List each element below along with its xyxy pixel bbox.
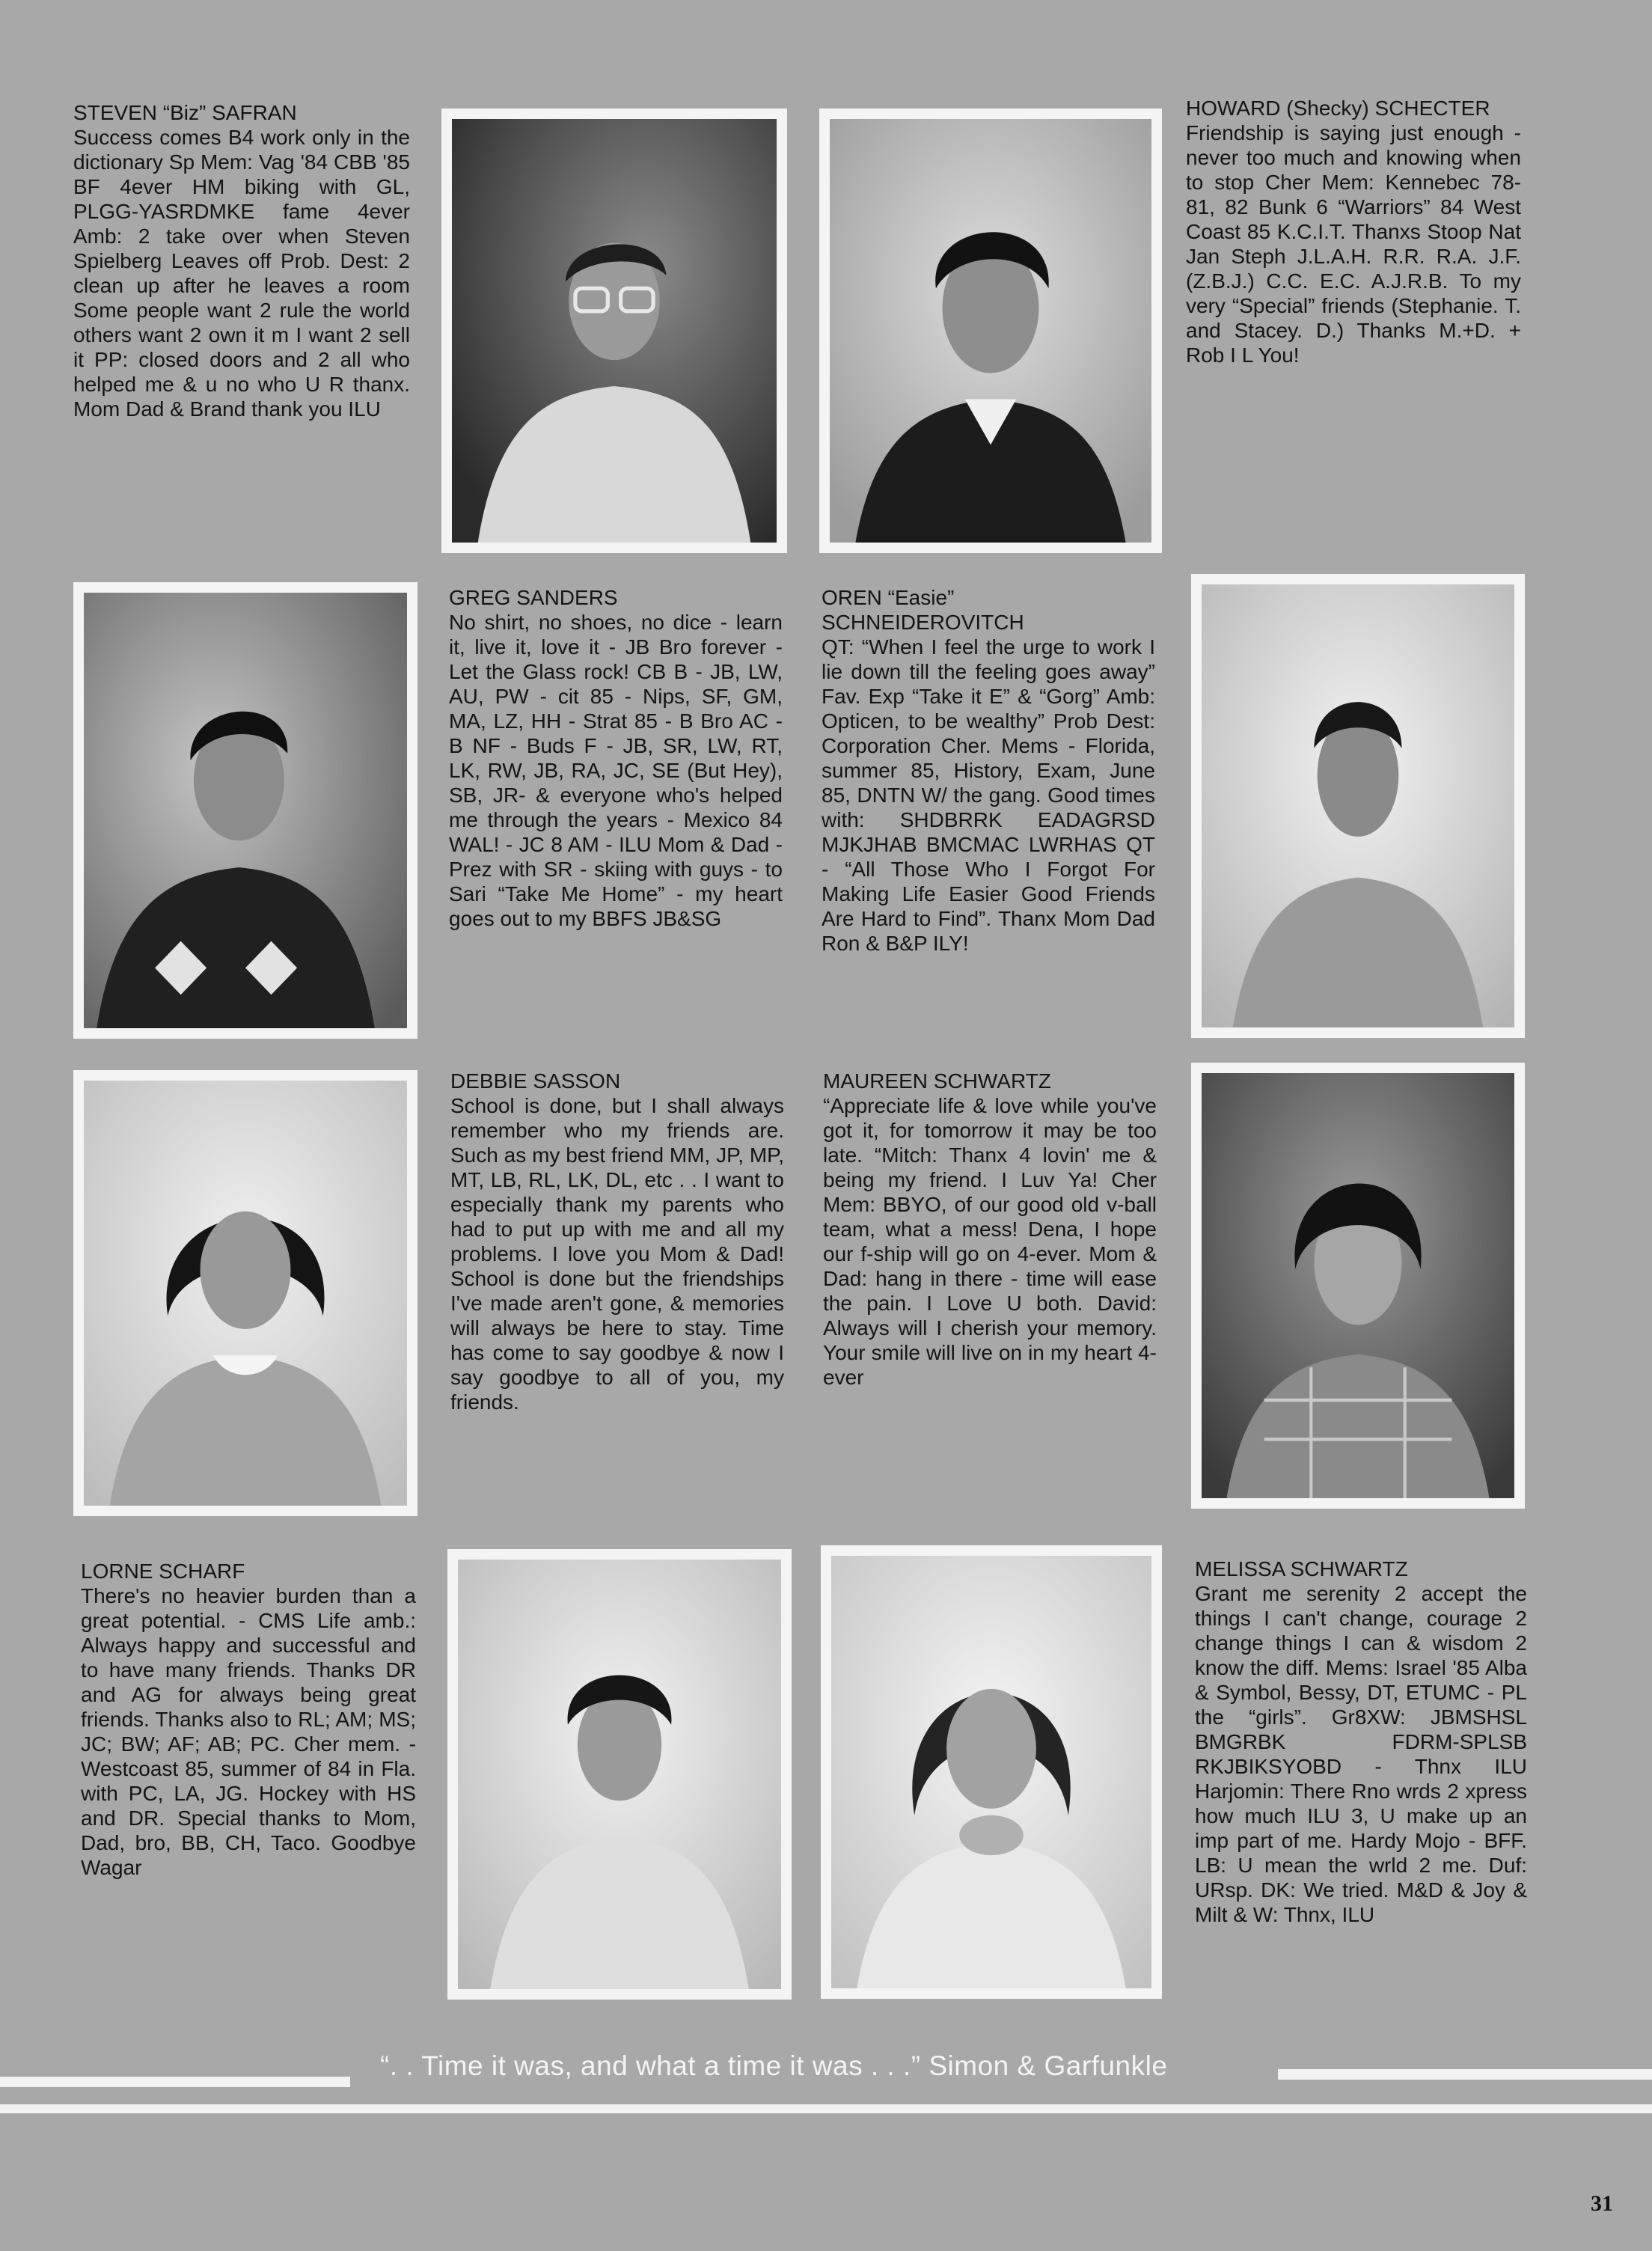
student-bio: School is done, but I shall always remember who my friends are. Such as my best friend MM, JP, MP, MT, LB, RL, LK, DL, etc . . I want to especially thank my parents who had to put up with me and all my problems. I love you Mom & Dad! School is done but the friendships I've made aren't gone, & memories will always be here to stay. Time has come to say goodbye & now I say goodbye to all of you, my friends. <box>450 1094 784 1414</box>
student-name: MAUREEN SCHWARTZ <box>823 1069 1051 1093</box>
footer-quote: “. . Time it was, and what a time it was . . .” Simon & Garfunkle <box>380 2050 1168 2081</box>
portrait-photo-debbie-sasson <box>73 1070 417 1516</box>
quote-bar-bottom <box>0 2104 1652 2113</box>
student-bio: Success comes B4 work only in the dictionary Sp Mem: Vag '84 CBB '85 BF 4ever HM biking with GL, PLGG-YASRDMKE fame 4ever Amb: 2 take over when Steven Spielberg Leaves off Prob. Dest: 2 clean up after he leaves a room Some people want 2 rule the world others want 2 own it m I want 2 sell it PP: closed doors and 2 all who helped me & u no who U R thanx. Mom Dad & Brand thank you ILU <box>73 126 410 421</box>
entry-maureen-schwartz <box>823 1069 1157 1390</box>
student-name: LORNE SCHARF <box>81 1560 245 1583</box>
student-name: OREN “Easie” SCHNEIDEROVITCH <box>822 586 1024 634</box>
student-name: GREG SANDERS <box>449 586 618 609</box>
student-bio: There's no heavier burden than a great potential. - CMS Life amb.: Always happy and successful and to have many friends. Thanks DR and AG for always being great friends. Thanks also to RL; AM; MS; JC; BW; AF; AB; PC. Cher mem. - Westcoast 85, summer of 84 in Fla. with PC, LA, JG. Hockey with HS and DR. Special thanks to Mom, Dad, bro, BB, CH, Taco. Goodbye Wagar <box>81 1584 416 1879</box>
quote-bar-right <box>1278 2069 1652 2080</box>
page-number: 31 <box>1591 2191 1613 2216</box>
student-bio: “Appreciate life & love while you've got it, for tomorrow it may be too late. “Mitch: Thanx 4 lovin' me & being my friend. I Luv Ya! Cher Mem: BBYO, of our good old v-ball team, what a mess! Dena, I hope our f-ship will go on 4-ever. Mom & Dad: hang in there - time will ease the pain. I Love U both. David: Always will I cherish your memory. Your smile will live on in my heart 4-ever <box>823 1094 1157 1389</box>
portrait-photo-oren-schneiderovitch <box>1191 574 1525 1038</box>
entry-melissa-schwartz <box>1195 1557 1527 1927</box>
student-name: DEBBIE SASSON <box>450 1069 621 1093</box>
student-bio: Grant me serenity 2 accept the things I can't change, courage 2 change things I can & wisdom 2 know the diff. Mems: Israel '85 Alba & Symbol, Bessy, DT, ETUMC - PL the “girls”. Gr8XW: JBMSHSL BMGRBK FDRM-SPLSB RKJBIKSYOBD - Thnx ILU Harjomin: There Rno wrds 2 xpress how much ILU 3, U make up an imp part of me. Hardy Mojo - BFF. LB: U mean the wrld 2 me. Duf: URsp. DK: We tried. M&D & Joy & Milt & W: Thnx, ILU <box>1195 1582 1527 1926</box>
portrait-photo-melissa-schwartz <box>821 1545 1162 1999</box>
student-name: HOWARD (Shecky) SCHECTER <box>1186 97 1490 120</box>
entry-debbie-sasson <box>450 1069 784 1414</box>
portrait-photo-greg-sanders <box>73 582 417 1039</box>
entry-howard-schecter <box>1186 96 1521 367</box>
portrait-photo-maureen-schwartz <box>1191 1063 1525 1509</box>
entry-oren-schneiderovitch <box>822 585 1155 956</box>
entry-steven-safran <box>73 100 410 421</box>
portrait-photo-lorne-scharf <box>447 1549 792 2000</box>
student-name: MELISSA SCHWARTZ <box>1195 1557 1408 1580</box>
portrait-photo-howard-schecter <box>819 109 1162 553</box>
student-bio: QT: “When I feel the urge to work I lie down till the feeling goes away” Fav. Exp “Take it E” & “Gorg” Amb: Opticen, to be wealthy” Prob Dest: Corporation Cher. Mems - Florida, summer 85, History, Exam, June 85, DNTN W/ the gang. Good times with: SHDBRRK EADAGRSD MJKJHAB BMCMAC LWRHAS QT - “All Those Who I Forgot For Making Life Easier Good Friends Are Hard to Find”. Thanx Mom Dad Ron & B&P ILY! <box>822 635 1155 955</box>
portrait-photo-steven-safran <box>441 109 787 553</box>
quote-bar-left <box>0 2077 350 2087</box>
student-bio: Friendship is saying just enough - never too much and knowing when to stop Cher Mem: Kennebec 78-81, 82 Bunk 6 “Warriors” 84 West Coast 85 K.C.I.T. Thanxs Stoop Nat Jan Steph J.L.A.H. R.R. R.A. J.F. (Z.B.J.) C.C. E.C. A.J.R.B. To my very “Special” friends (Stephanie. T. and Stacey. D.) Thanks M.+D. + Rob I L You! <box>1186 121 1521 367</box>
student-name: STEVEN “Biz” SAFRAN <box>73 101 297 124</box>
student-bio: No shirt, no shoes, no dice - learn it, live it, love it - JB Bro forever - Let the Glass rock! CB B - JB, LW, AU, PW - cit 85 - Nips, SF, GM, MA, LZ, HH - Strat 85 - B Bro AC - B NF - Buds F - JB, SR, LW, RT, LK, RW, JB, RA, JC, SE (But Hey), SB, JR- & everyone who's helped me through the years - Mexico 84 WAL! - JC 8 AM - ILU Mom & Dad - Prez with SR - skiing with guys - to Sari “Take Me Home” - my heart goes out to my BBFS JB&SG <box>449 611 783 930</box>
entry-lorne-scharf <box>81 1559 416 1880</box>
entry-greg-sanders <box>449 585 783 931</box>
